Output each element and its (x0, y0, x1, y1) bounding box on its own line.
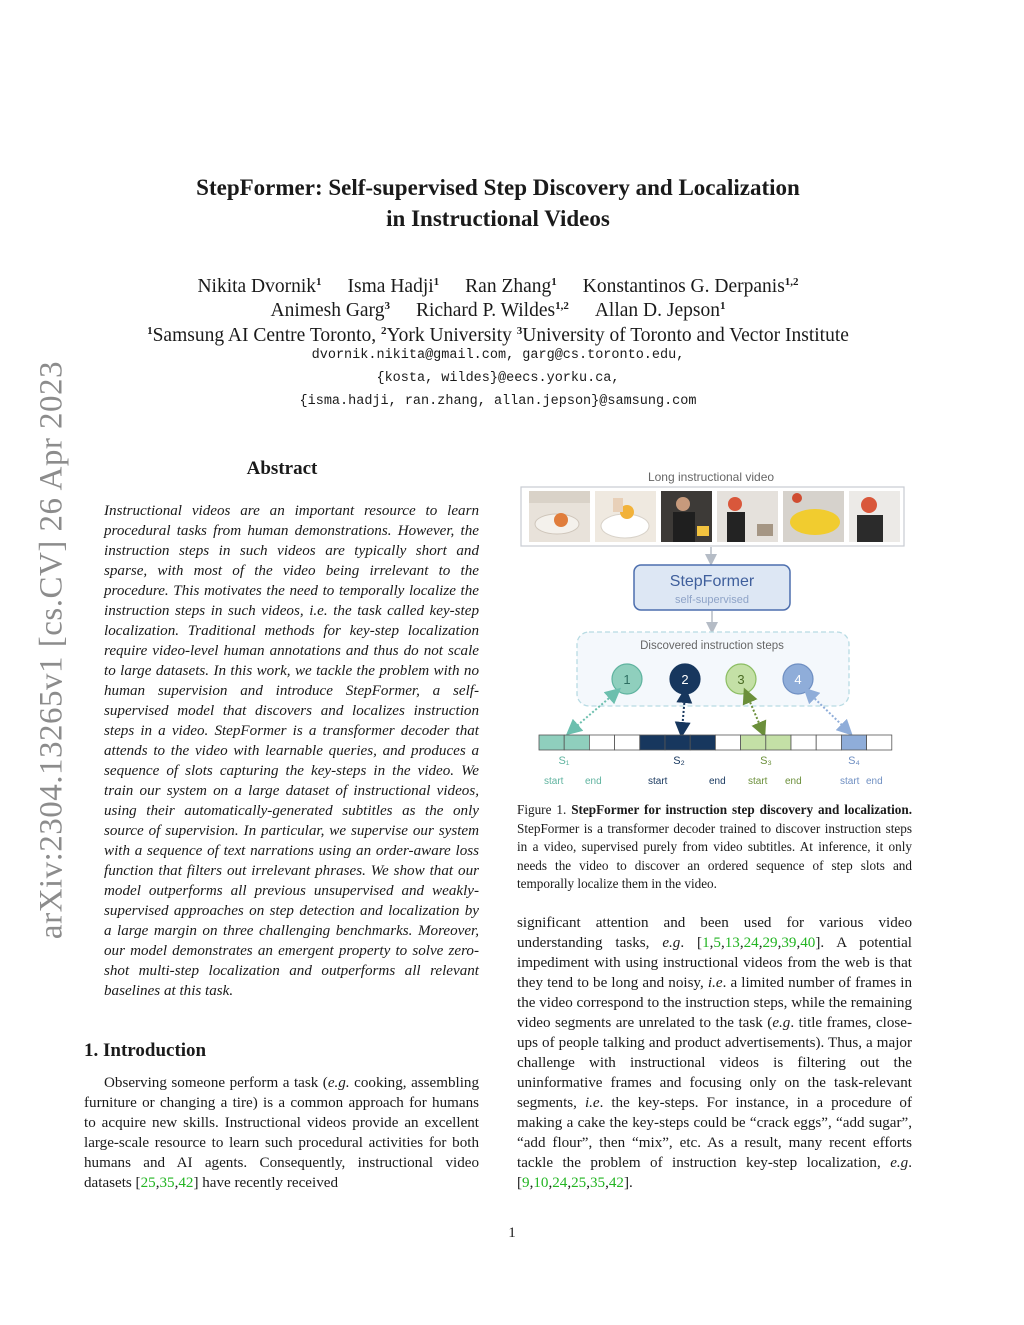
text-run: . a limited number of frames in the video correspond to the instruction steps, while the remaining video segments are unrelated to the task ( (517, 975, 912, 1031)
author-name: Animesh Garg (270, 300, 385, 321)
text-run: cooking, assembling furniture or changing a tire) is a common approach for humans to acquire new skills. Instructional videos provide an excellent large-scale resource to learn such procedural activities for both humans and AI agents. Consequently, instructional video datasets [ (84, 1075, 479, 1191)
citation-link[interactable]: 42 (608, 1175, 624, 1191)
steps-label: Discovered instruction steps (640, 640, 784, 652)
video-frame-5 (783, 491, 844, 542)
citation-link[interactable]: 10 (533, 1175, 549, 1191)
right-column-paragraph: significant attention and been used for various video understanding tasks, e.g. [1,5,13,24,29,39,40]. A potential impediment with using instructional videos from the web is that they tend to be long and noisy, i.e. a limited number of frames in the video correspond to the instruction steps, while the remaining video segments are unrelated to the task (e.g. title frames, close-ups of people talking and product advertisements). Thus, a major challenge with instructional videos is filtering out the uninformative frames and focusing only on the task-relevant segments, i.e. the key-steps. For instance, in a procedure of making a cake the key-steps could be “crack eggs”, “add sugar”, “add flour”, then “mix”, etc. As a result, many recent efforts tackle the problem of instruction key-step localization, e.g. [9,10,24,25,35,42]. (517, 915, 912, 1191)
slot-start-label: start (544, 776, 564, 787)
text-run: ]. A potential impediment with using instructional videos from the web is that they tend to be long and noisy, (517, 935, 912, 991)
email-line-2[interactable]: {kosta, wildes}@eecs.yorku.ca, (376, 371, 620, 386)
caption-label: Figure 1. (517, 802, 572, 817)
text-run: e.g (890, 1155, 909, 1171)
title-line-1: StepFormer: Self-supervised Step Discovery and Localization (196, 175, 800, 200)
text-run: . [ (517, 1155, 912, 1191)
timeline-cell (589, 735, 614, 750)
text-run: ] have recently received (193, 1175, 338, 1191)
video-frame-2 (595, 491, 656, 542)
text-run: i.e (707, 975, 723, 991)
affil-sup: 2 (381, 325, 387, 337)
affil-text: York University (386, 325, 517, 346)
citation-link[interactable]: 5 (713, 935, 721, 951)
author-affil-sup: 1 (316, 276, 322, 288)
slot-start-label: start (840, 776, 860, 787)
timeline-cell (665, 735, 690, 750)
citation-link[interactable]: 24 (552, 1175, 568, 1191)
slot-label-4: S₄ (848, 755, 860, 767)
slot-end-label: end (866, 776, 883, 787)
intro-heading: 1. Introduction (84, 1040, 207, 1061)
citation-link[interactable]: 39 (781, 935, 797, 951)
citation-link[interactable]: 25 (140, 1175, 156, 1191)
email-line-3[interactable]: {isma.hadji, ran.zhang, allan.jepson}@samsung.com (299, 394, 697, 409)
slot-start-label: start (648, 776, 668, 787)
author-affil-sup: 1 (551, 276, 557, 288)
citation-link[interactable]: 25 (571, 1175, 587, 1191)
timeline-cell (564, 735, 589, 750)
author-name: Allan D. Jepson (594, 300, 720, 321)
slot-labels (544, 755, 883, 787)
timeline-cell (841, 735, 866, 750)
citation-link[interactable]: 35 (159, 1175, 175, 1191)
timeline-cell (615, 735, 640, 750)
citation-link[interactable]: 29 (762, 935, 778, 951)
paper-title (140, 172, 856, 234)
text-run: e.g. (327, 1075, 350, 1091)
figure-1-diagram (517, 462, 912, 792)
text-run: i.e (584, 1095, 600, 1111)
citation-link[interactable]: 24 (743, 935, 759, 951)
author-name: Nikita Dvornik (197, 276, 317, 297)
abstract-text (84, 501, 479, 1001)
slot-label-1: S₁ (558, 755, 570, 767)
affil-text: Samsung AI Centre Toronto, (152, 325, 382, 346)
text-run: e.g (662, 935, 681, 951)
text-run: . [ (680, 935, 703, 951)
slot-start-label: start (748, 776, 768, 787)
email-line-1[interactable]: dvornik.nikita@gmail.com, garg@cs.toronto.edu, (311, 348, 685, 363)
step-number-4: 4 (794, 672, 802, 687)
citation-link[interactable]: 35 (589, 1175, 606, 1191)
video-frame-6 (849, 491, 900, 542)
figure-caption (517, 801, 912, 894)
author-affil-sup: 1,2 (784, 276, 799, 288)
citation-link[interactable]: 13 (724, 935, 740, 951)
timeline-cell (791, 735, 816, 750)
intro-paragraph: Observing someone perform a task (e.g. cooking, assembling furniture or changing a tire) is a common approach for humans to acquire new skills. Instructional videos provide an excellent large-scale resource to learn such procedural activities for both humans and AI agents. Consequently, instructional video datasets [25,35,42] have recently received (84, 1075, 479, 1191)
timeline-cell (766, 735, 791, 750)
text-run: ]. (623, 1175, 633, 1191)
video-frame-1 (529, 491, 590, 542)
timeline-bar (539, 735, 892, 750)
video-frame-3 (661, 491, 712, 542)
slot-label-2: S₂ (673, 755, 685, 767)
title-line-2: in Instructional Videos (386, 206, 610, 231)
text-run: Observing someone perform a task ( (104, 1075, 328, 1091)
step-number-2: 2 (681, 672, 689, 687)
author-name: Richard P. Wildes (415, 300, 556, 321)
video-label: Long instructional video (647, 470, 775, 484)
timeline-cell (715, 735, 740, 750)
slot-end-label: end (709, 776, 726, 787)
step-number-3: 3 (737, 672, 745, 687)
affil-text: University of Toronto and Vector Institute (522, 325, 849, 346)
slot-label-3: S₃ (760, 755, 772, 767)
text-run: . title frames, close-ups of people talking and product advertisements). Thus, a major challenge with instructional videos is filtering out the uninformative frames and focusing only on the task-relevant segments, (517, 1015, 912, 1111)
text-run: significant attention and been used for various video understanding tasks, (517, 915, 912, 951)
author-affil-sup: 1 (433, 276, 440, 288)
citation-link[interactable]: 42 (178, 1175, 194, 1191)
author-affil-sup: 1,2 (555, 300, 569, 312)
timeline-cell (867, 735, 892, 750)
step-number-1: 1 (623, 672, 631, 687)
timeline-cell (816, 735, 841, 750)
timeline-cell (690, 735, 715, 750)
citation-link[interactable]: 40 (800, 935, 816, 951)
author-affil-sup: 3 (384, 300, 390, 312)
timeline-cell (741, 735, 766, 750)
text-run: . the key-steps. For instance, in a procedure of making a cake the key-steps could be “crack eggs”, “add sugar”, “add flour”, then “mix”, etc. As a result, many recent efforts tackle the problem of instruction key-step localization, (517, 1095, 912, 1171)
model-name: StepFormer (669, 573, 755, 590)
author-affil-sup: 1 (719, 300, 726, 312)
author-name: Ran Zhang (465, 276, 552, 297)
citation-link[interactable]: 1 (702, 935, 710, 951)
affil-sup: 1 (147, 325, 153, 337)
page-number: 1 (508, 1225, 516, 1241)
slot-end-label: end (585, 776, 602, 787)
timeline-cell (539, 735, 564, 750)
caption-bold: StepFormer for instruction step discovery and localization. (571, 802, 912, 817)
timeline-cell (640, 735, 665, 750)
author-name: Isma Hadji (347, 276, 434, 297)
affiliations (100, 319, 896, 348)
affil-sup: 3 (516, 325, 523, 337)
text-run: e.g (772, 1015, 791, 1031)
caption-text: StepFormer is a transformer decoder trained to discover instruction steps in a video, supervised purely from video subtitles. At inference, it only needs the video to discover an ordered sequence of step slots and temporally localize them in the video. (517, 820, 912, 891)
author-name: Konstantinos G. Derpanis (582, 276, 785, 297)
model-sub: self-supervised (675, 594, 749, 606)
slot-end-label: end (785, 776, 802, 787)
video-frame-4 (717, 491, 778, 542)
abstract-heading: Abstract (246, 458, 318, 479)
abstract-paragraph: Instructional videos are an important resource to learn procedural tasks from human demonstrations. However, the instruction steps in such videos are typically short and sparse, with most of the video being irrelevant to the procedure. This motivates the need to temporally localize the instruction steps in such videos, i.e. the task called key-step localization. Traditional methods for key-step localization require video-level human annotations and thus do not scale to large datasets. In this work, we tackle the problem with no human supervision and introduce StepFormer, a self-supervised model that discovers and localizes instruction steps in a video. StepFormer is a transformer decoder that attends to the video with learnable queries, and produces a sequence of slots capturing the key-steps in the video. We train our system on a large dataset of instructional videos, using their automatically-generated subtitles as the only source of supervision. In particular, we supervise our system with a sequence of text narrations using an order-aware loss function that filters out irrelevant phrases. We show that our model outperforms all previous unsupervised and weakly-supervised approaches on step detection and localization by a large margin on three challenging benchmarks. Moreover, our model demonstrates an emergent property to solve zero-shot multi-step localization and outperforms all relevant baselines at this task. (104, 503, 479, 999)
citation-link[interactable]: 9 (522, 1175, 530, 1191)
